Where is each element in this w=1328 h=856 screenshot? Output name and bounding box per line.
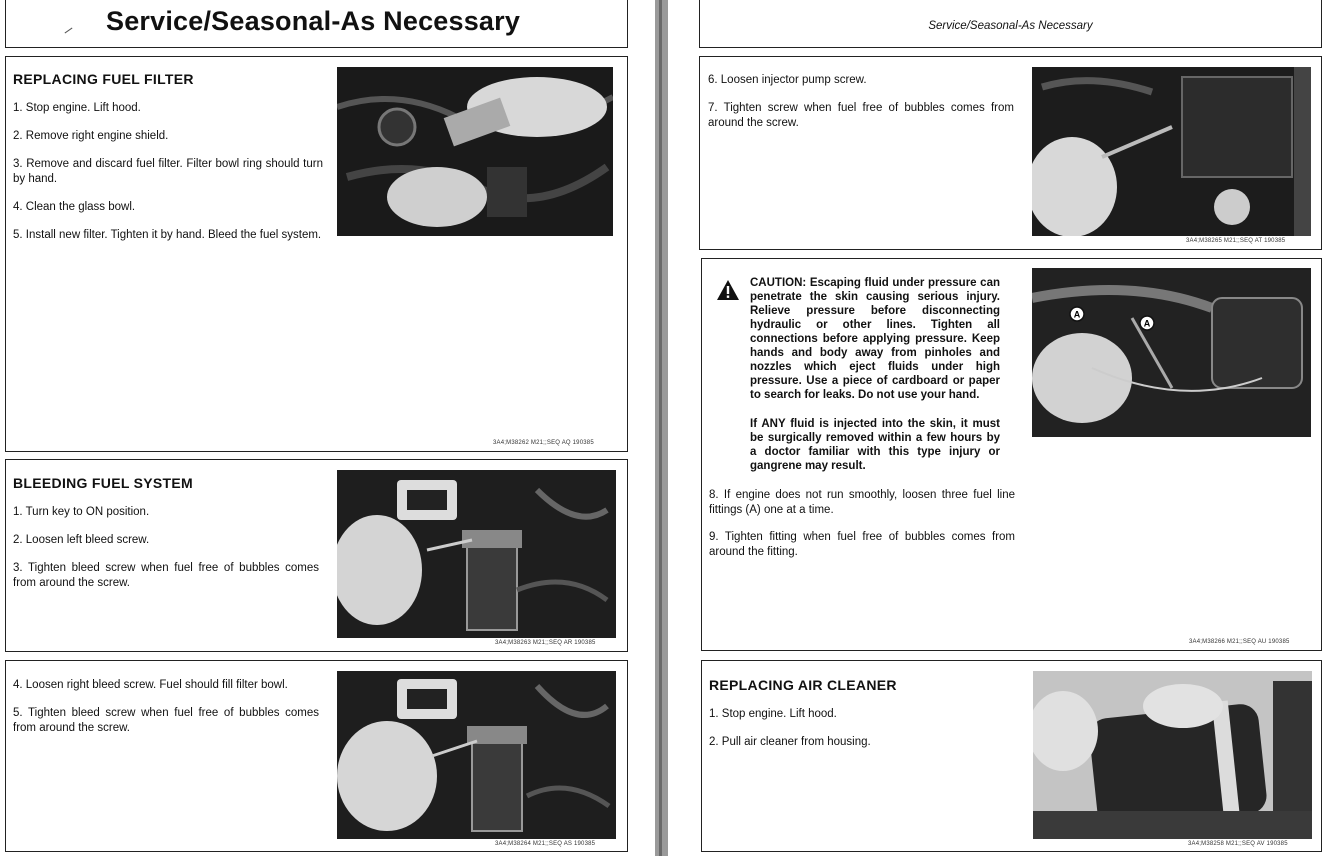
header-box [699, 0, 1322, 48]
step-text: 4. Loosen right bleed screw. Fuel should fill filter bowl. [13, 679, 288, 691]
step-text: 4. Clean the glass bowl. [13, 201, 136, 213]
step-text: 1. Turn key to ON position. [13, 506, 150, 518]
bleeding-section [5, 459, 628, 652]
left-page [0, 0, 655, 856]
injector-pump-photo [1032, 67, 1311, 236]
page-title: Service/Seasonal-As Necessary [928, 20, 1093, 32]
step-text: 3. Remove and discard fuel filter. Filter bowl ring should turn by hand. [13, 158, 323, 185]
section-title: REPLACING FUEL FILTER [13, 71, 194, 87]
section-title: BLEEDING FUEL SYSTEM [13, 475, 193, 491]
page-title: Service/Seasonal-As Necessary [106, 6, 521, 36]
air-cleaner-photo [1033, 671, 1312, 839]
injector-section [699, 56, 1322, 250]
step-text: 1. Stop engine. Lift hood. [709, 708, 837, 720]
step-text: 1. Stop engine. Lift hood. [13, 102, 141, 114]
fuel-line-fittings-photo [1032, 268, 1311, 437]
figure-code: 3A4;M38262 M21;;SEQ AQ 190385 [493, 440, 594, 446]
figure-code: 3A4;M38258 M21;;SEQ AV 190385 [1188, 841, 1288, 847]
figure-code: 3A4;M38265 M21;;SEQ AT 190385 [1186, 238, 1286, 244]
right-page [668, 0, 1328, 856]
step-text: 2. Loosen left bleed screw. [13, 534, 150, 546]
step-text: 5. Install new filter. Tighten it by hand. Bleed the fuel system. [13, 229, 322, 241]
bleed-screw-photo [337, 470, 616, 638]
step-text: 8. If engine does not run smoothly, loosen three fuel line fittings (A) one at a time. [709, 489, 1015, 516]
caution-section [701, 258, 1322, 651]
step-text: 5. Tighten bleed screw when fuel free of bubbles comes from around the screw. [13, 707, 319, 734]
pen-mark [65, 28, 73, 34]
figure-code: 3A4;M38266 M21;;SEQ AU 190385 [1189, 639, 1290, 645]
fuel-filter-photo [337, 67, 613, 236]
header-box [5, 0, 628, 48]
warning-icon [716, 279, 740, 301]
callout-label: A [1143, 318, 1151, 329]
step-text: 2. Remove right engine shield. [13, 130, 169, 142]
air-cleaner-section [701, 660, 1322, 852]
fuel-filter-section [5, 56, 628, 452]
section-title: REPLACING AIR CLEANER [709, 677, 897, 693]
figure-code: 3A4;M38264 M21;;SEQ AS 190385 [495, 841, 596, 847]
callout-label: A [1073, 309, 1081, 320]
page-divider [659, 0, 662, 856]
right-bleed-screw-photo [337, 671, 616, 839]
injection-warning-text: If ANY fluid is injected into the skin, it must be surgically removed within a few hours by a doctor familiar with this type injury or gangrene may result. [750, 418, 1000, 472]
step-text: 2. Pull air cleaner from housing. [709, 736, 871, 748]
figure-code: 3A4;M38263 M21;;SEQ AR 190385 [495, 640, 596, 646]
bleeding-continued-section [5, 660, 628, 852]
step-text: 7. Tighten screw when fuel free of bubbles comes from around the screw. [708, 102, 1014, 129]
step-text: 3. Tighten bleed screw when fuel free of bubbles comes from around the screw. [13, 562, 319, 589]
caution-text: CAUTION: Escaping fluid under pressure can penetrate the skin causing serious injury. Relieve pressure before disconnecting hydraulic or other lines. Tighten all connections before applying pressure. Keep hands and body away from pinholes and nozzles which eject fluids under high pressure. Use a piece of cardboard or paper to search for leaks. Do not use your hand. [750, 277, 1000, 401]
step-text: 9. Tighten fitting when fuel free of bubbles comes from around the fitting. [709, 531, 1015, 558]
step-text: 6. Loosen injector pump screw. [708, 74, 867, 86]
